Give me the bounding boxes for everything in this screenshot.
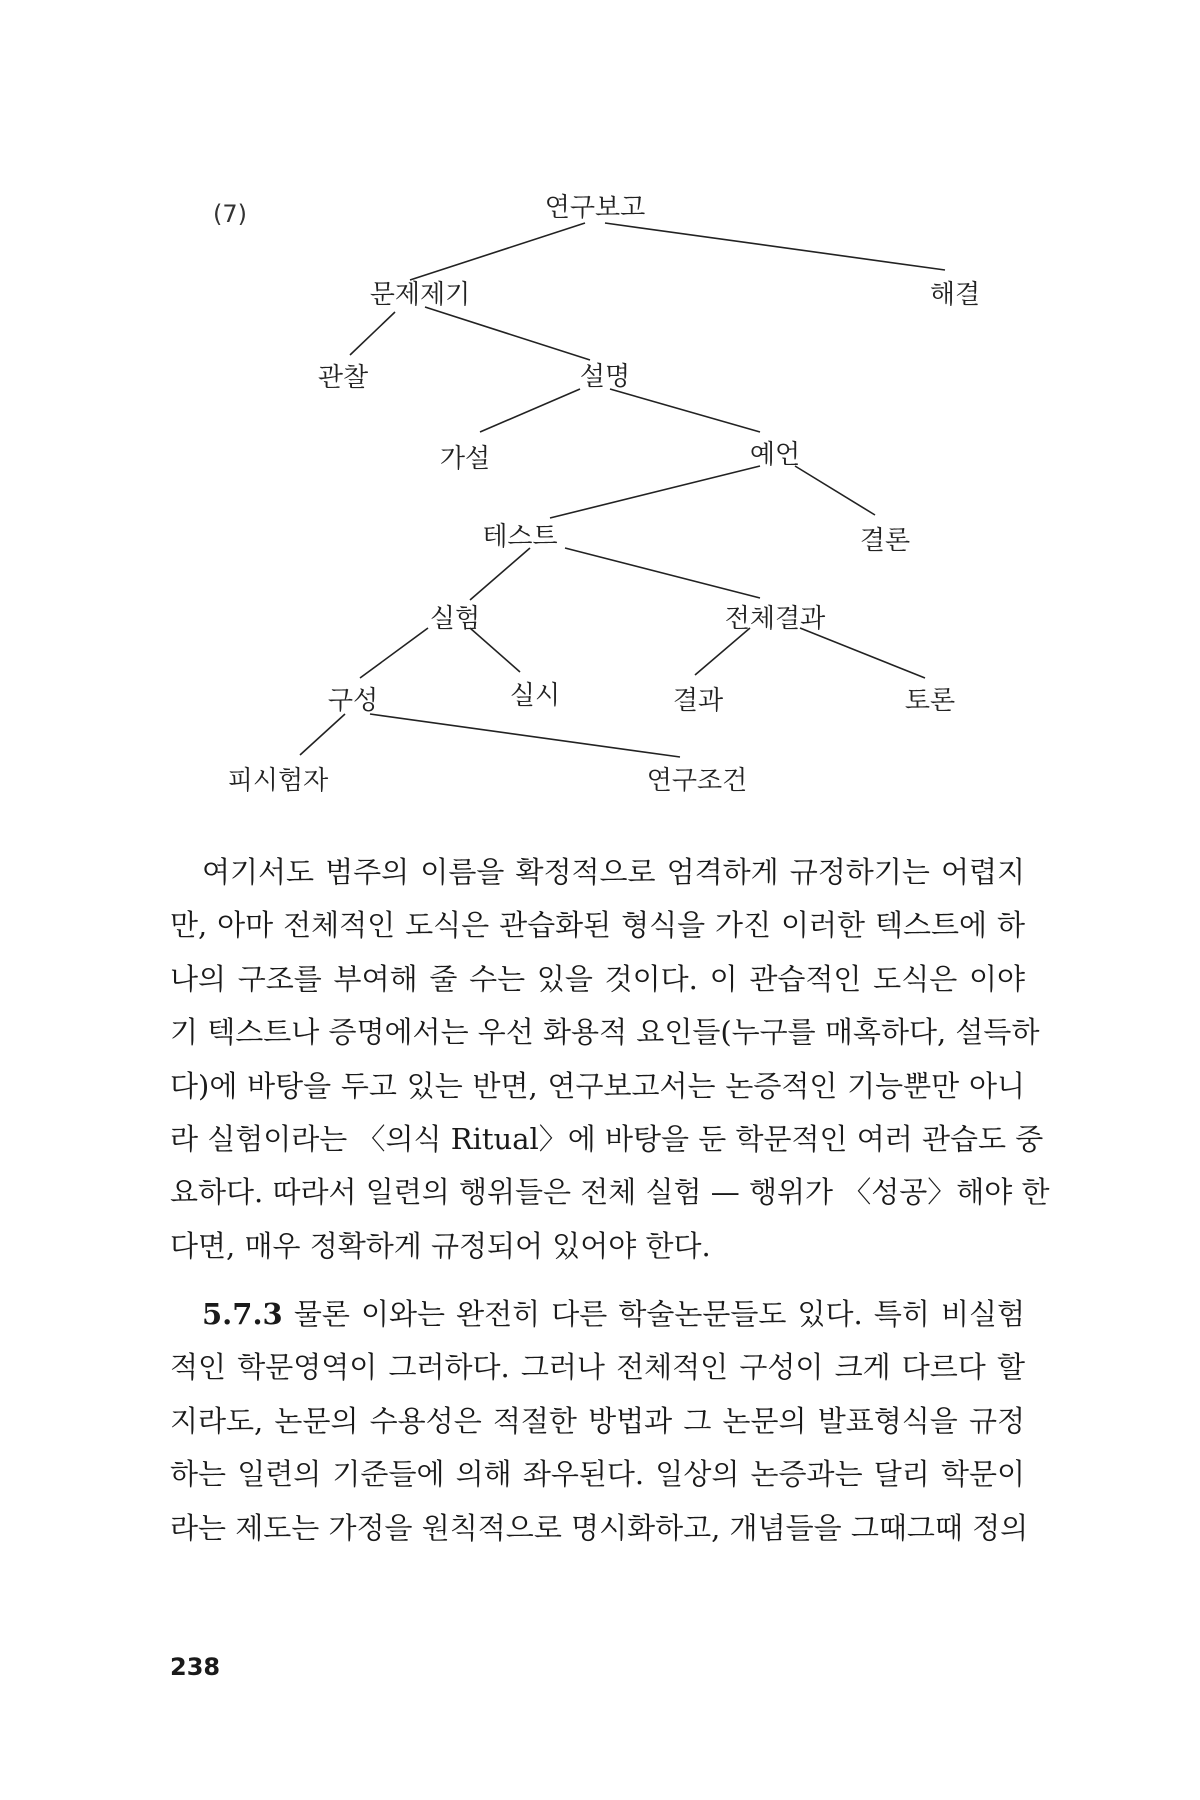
page-number: 238 (170, 1653, 221, 1681)
paragraph-2-line: 지라도, 논문의 수용성은 적절한 방법과 그 논문의 발표형식을 규정 (170, 1403, 1025, 1438)
node-subjects: 피시험자 (227, 766, 329, 796)
paragraph-2-line: 라는 제도는 가정을 원칙적으로 명시화하고, 개념들을 그때그때 정의 (170, 1510, 1029, 1545)
example-number: (7) (213, 200, 247, 228)
paragraph-2-line: 하는 일련의 기준들에 의해 좌우된다. 일상의 논증과는 달리 학문이 (170, 1457, 1025, 1492)
node-design: 구성 (327, 686, 379, 716)
node-hypothesis: 가설 (439, 444, 491, 474)
paragraph-2-line: 적인 학문영역이 그러하다. 그러나 전체적인 구성이 크게 다르다 할 (170, 1350, 1025, 1385)
tree-diagram (0, 0, 1200, 820)
paragraph-2-first-line-text: 물론 이와는 완전히 다른 학술논문들도 있다. 특히 비실험 (293, 1297, 1025, 1331)
node-solution: 해결 (929, 280, 981, 310)
node-discussion: 토론 (904, 686, 956, 716)
edge-explanation-prediction (610, 389, 760, 432)
edge-root-problem (410, 223, 585, 280)
edge-test-overall (565, 548, 760, 598)
paragraph-2 (170, 1288, 1029, 1555)
paragraph-1 (170, 846, 1050, 1273)
node-execution: 실시 (509, 681, 561, 711)
node-explanation: 설명 (579, 362, 631, 392)
edge-design-subjects (300, 714, 345, 755)
paragraph-2-first-line (170, 1288, 1025, 1341)
tree-lines (0, 0, 1200, 820)
node-overall-results: 전체결과 (724, 604, 826, 634)
node-test: 테스트 (482, 522, 558, 552)
paragraph-1-line: 다)에 바탕을 두고 있는 반면, 연구보고서는 논증적인 기능뿐만 아니 (170, 1068, 1025, 1103)
paragraph-1-line: 만, 아마 전체적인 도식은 관습화된 형식을 가진 이러한 텍스트에 하 (170, 908, 1025, 943)
node-observation: 관찰 (317, 363, 369, 393)
node-conditions: 연구조건 (646, 766, 748, 796)
paragraph-1-line: 다면, 매우 정확하게 규정되어 있어야 한다. (170, 1228, 711, 1263)
edge-test-experiment (470, 548, 530, 600)
edge-experiment-design (360, 628, 428, 678)
node-experiment: 실험 (429, 604, 481, 634)
edge-design-conditions (370, 714, 680, 757)
edge-overall-discussion (800, 628, 925, 678)
node-conclusion: 결론 (859, 526, 911, 556)
node-prediction: 예언 (749, 440, 801, 470)
section-number: 5.7.3 (202, 1297, 283, 1331)
node-problem: 문제제기 (369, 280, 471, 310)
edge-explanation-hypothesis (480, 389, 580, 432)
paragraph-1-line: 라 실험이라는 〈의식 Ritual〉에 바탕을 둔 학문적인 여러 관습도 중 (170, 1122, 1044, 1157)
edge-root-solution (605, 223, 945, 270)
edge-problem-explanation (425, 307, 590, 360)
paragraph-1-line: 여기서도 범주의 이름을 확정적으로 엄격하게 규정하기는 어렵지 (202, 855, 1025, 889)
node-root: 연구보고 (544, 193, 646, 223)
paragraph-1-line: 기 텍스트나 증명에서는 우선 화용적 요인들(누구를 매혹하다, 설득하 (170, 1015, 1040, 1050)
edge-problem-observation (350, 312, 395, 355)
node-results: 결과 (672, 686, 724, 716)
edge-prediction-test (550, 466, 760, 518)
edge-overall-results (695, 628, 750, 675)
edge-prediction-conclusion (795, 466, 875, 515)
paragraph-1-line: 나의 구조를 부여해 줄 수는 있을 것이다. 이 관습적인 도식은 이야 (170, 961, 1025, 996)
paragraph-1-line: 요하다. 따라서 일련의 행위들은 전체 실험 — 행위가 〈성공〉해야 한 (170, 1175, 1050, 1210)
